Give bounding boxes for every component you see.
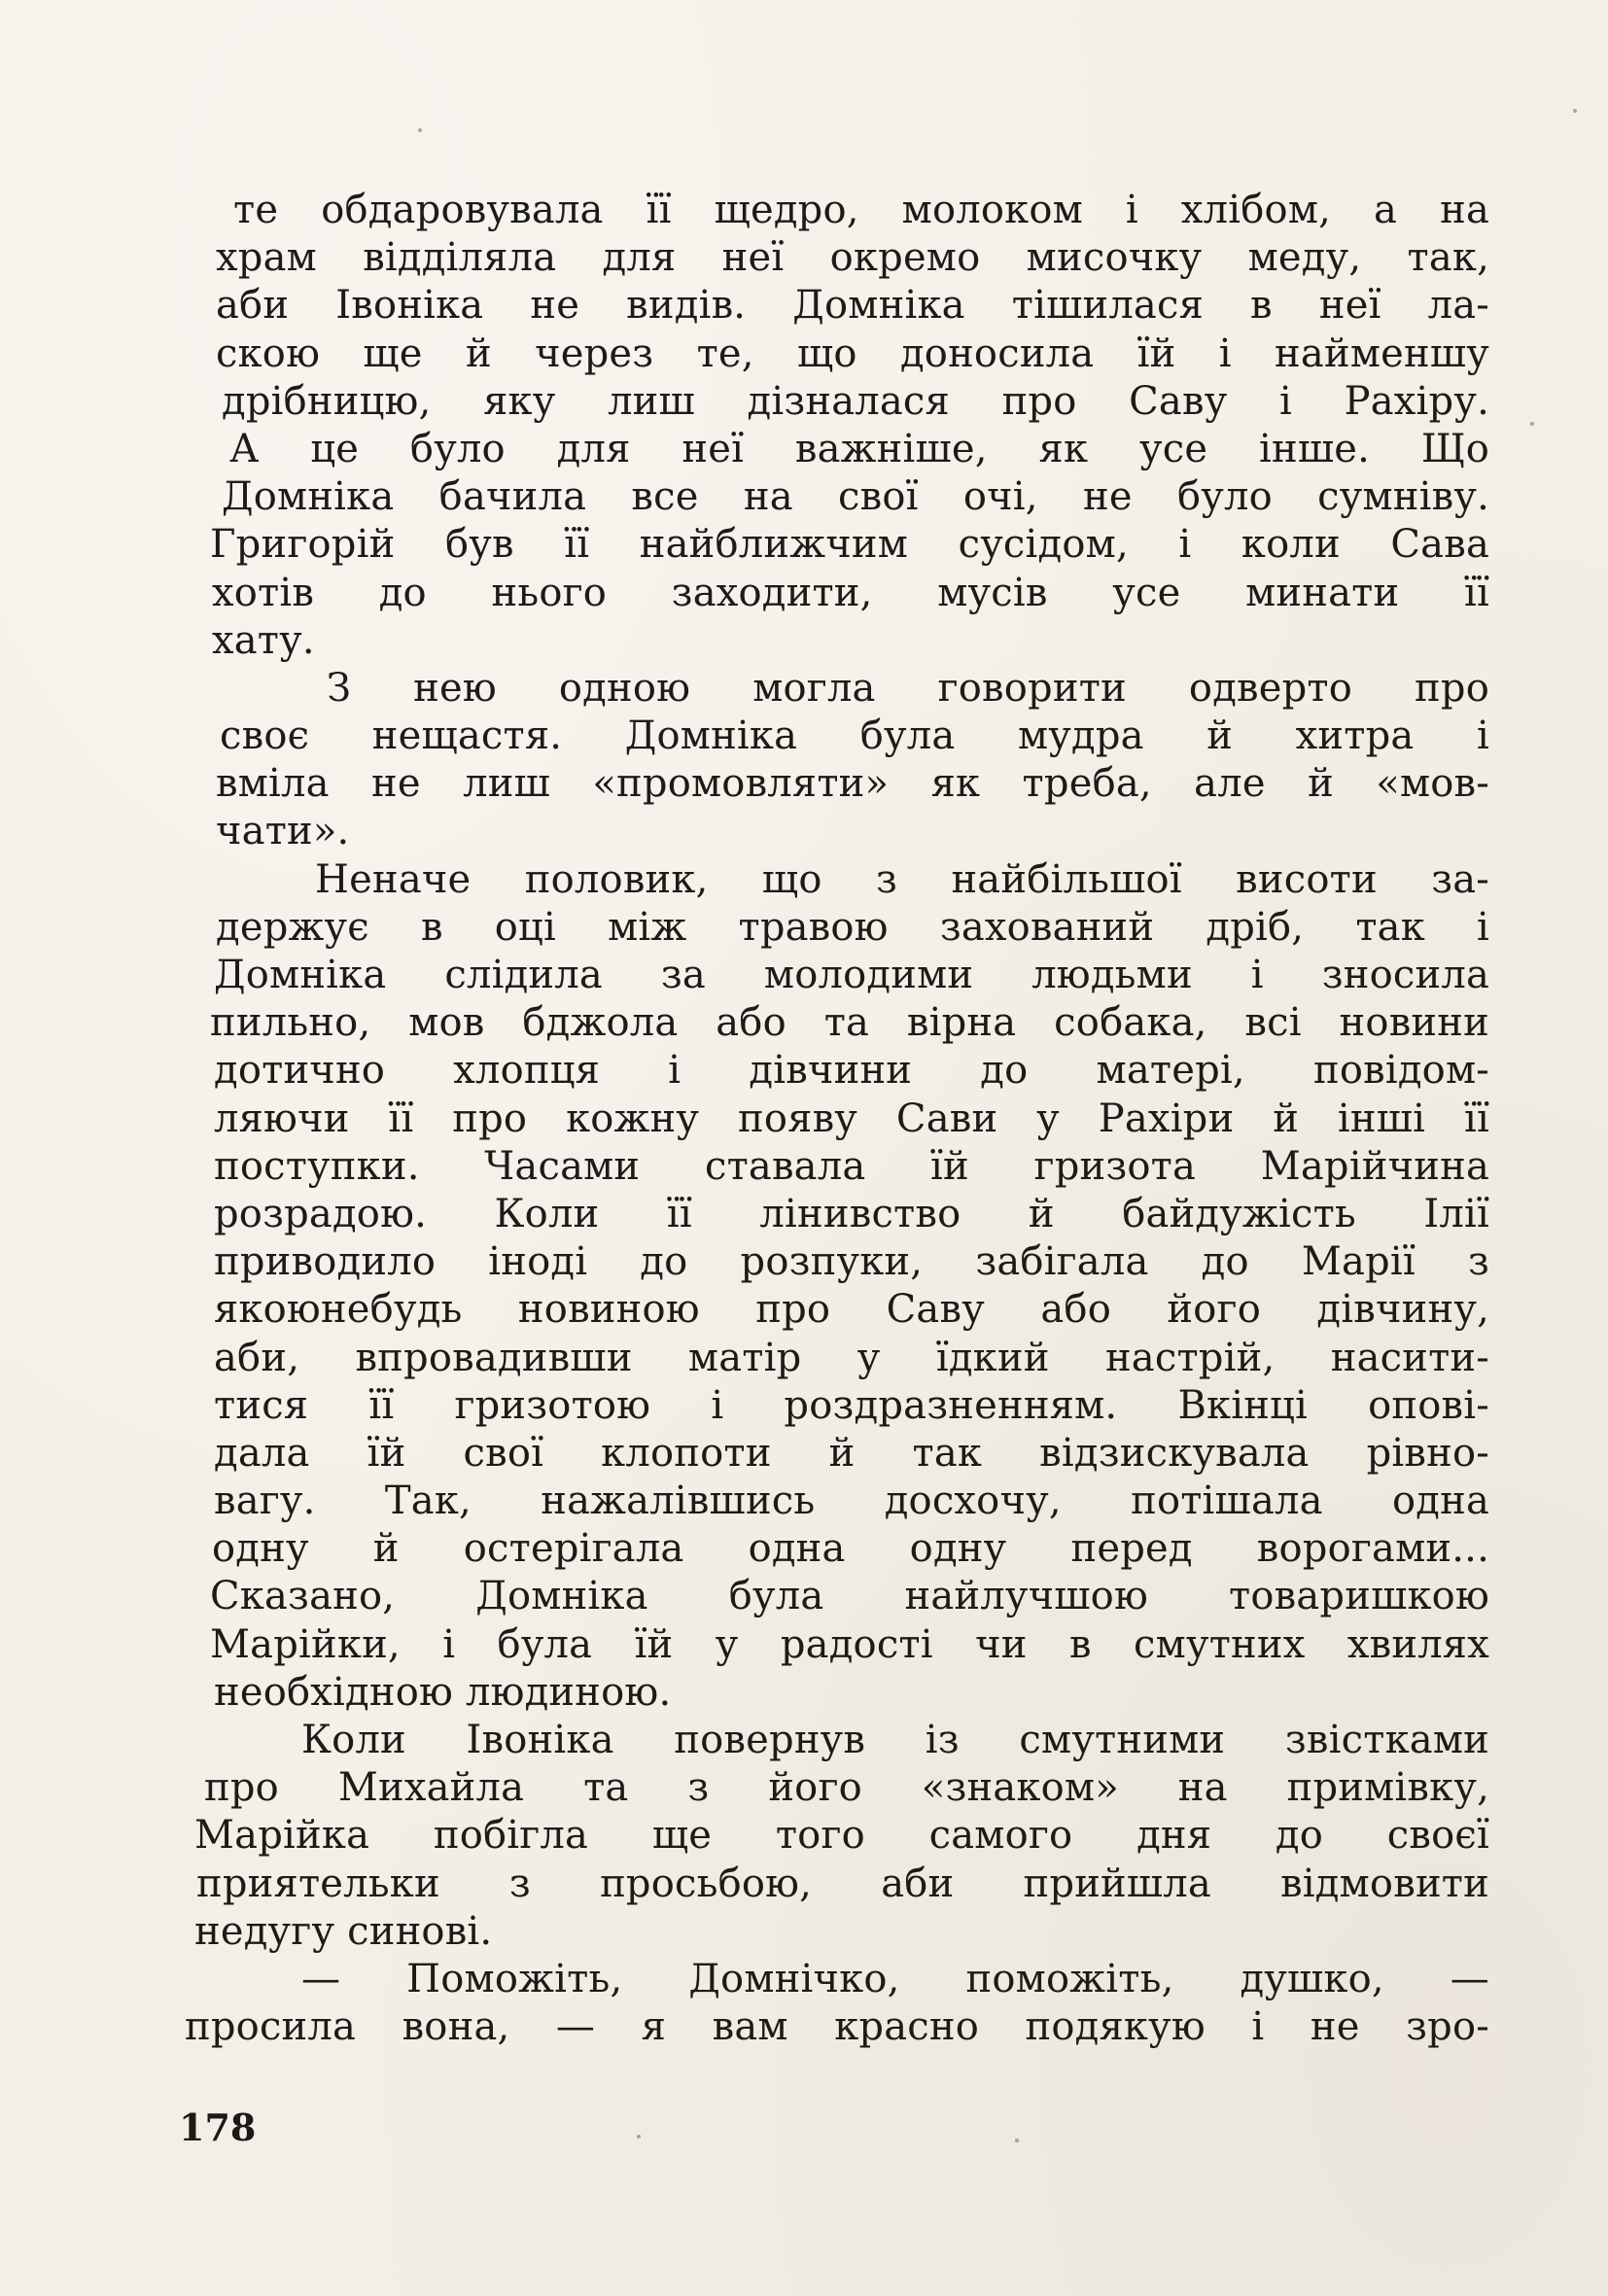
text-line: тися її гризотою і роздразненням. Вкінці опові- xyxy=(214,1382,1489,1428)
text-line: Марійка побігла ще того самого дня до своєї xyxy=(194,1813,1489,1859)
text-line: недугу синові. xyxy=(194,1908,493,1954)
text-line: дрібницю, яку лиш дізналася про Саву і Рахіру. xyxy=(222,378,1489,424)
text-line: аби Івоніка не видів. Домніка тішилася в неї ла- xyxy=(216,283,1489,329)
text-line: держує в оці між травою захований дріб, так і xyxy=(216,904,1489,950)
text-line: чати». xyxy=(216,809,350,854)
text-line: Домніка слідила за молодими людьми і зносила xyxy=(214,953,1489,997)
paper-speck xyxy=(1573,109,1577,113)
text-line: поступки. Часами ставала їй гризота Марійчина xyxy=(214,1143,1489,1189)
text-line: дала їй свої клопоти й так відзискувала рівно- xyxy=(214,1430,1489,1476)
text-line: храм відділяла для неї окремо мисочку меду, так, xyxy=(216,235,1489,281)
text-line: якоюнебудь новиною про Саву або його дівчину, xyxy=(214,1287,1489,1333)
text-line: вагу. Так, нажалівшись досхочу, потішала одна xyxy=(214,1478,1489,1524)
text-line: пильно, мов бджола або та вірна собака, всі новини xyxy=(210,1000,1489,1046)
text-line: хату. xyxy=(212,617,315,663)
text-line: вміла не лиш «промовляти» як треба, але й «мов- xyxy=(216,761,1489,807)
text-line: Марійки, і була їй у радості чи в смутних хвилях xyxy=(210,1621,1489,1667)
text-line: — Поможіть, Домнічко, поможіть, душко, — xyxy=(301,1956,1489,2001)
text-line: Неначе половик, що з найбільшої висоти за- xyxy=(315,856,1489,902)
paper-speck xyxy=(1015,2139,1019,2142)
paper-speck xyxy=(418,128,422,132)
text-line: аби, впровадивши матір у їдкий настрій, насити- xyxy=(214,1335,1489,1380)
text-line: просила вона, — я вам красно подякую і не зро- xyxy=(185,2004,1489,2050)
text-line: З нею одною могла говорити одверто про xyxy=(327,665,1489,711)
text-line: про Михайла та з його «знаком» на примівку, xyxy=(204,1765,1489,1811)
text-line: приятельки з просьбою, аби прийшла відмовити xyxy=(196,1861,1489,1906)
text-line: необхідною людиною. xyxy=(214,1669,672,1715)
text-line: ляючи її про кожну появу Сави у Рахіри й інші її xyxy=(214,1096,1489,1141)
body-text xyxy=(185,187,1489,2051)
paper-speck xyxy=(1530,422,1534,426)
text-line: А це було для неї важніше, як усе інше. Що xyxy=(229,426,1489,471)
text-line: Григорій був її найближчим сусідом, і коли Сава xyxy=(210,522,1489,568)
page-number: 178 xyxy=(179,2105,257,2149)
text-line: приводило іноді до розпуки, забігала до Марії з xyxy=(214,1239,1489,1285)
text-line: одну й остерігала одна одну перед ворогами... xyxy=(212,1526,1489,1572)
paper-speck xyxy=(637,2135,641,2139)
text-line: те обдаровувала її щедро, молоком і хлібом, а на xyxy=(233,188,1489,232)
text-line: Коли Івоніка повернув із смутними звістками xyxy=(301,1718,1489,1762)
text-line: своє нещастя. Домніка була мудра й хитра і xyxy=(220,713,1489,759)
text-line: дотично хлопця і дівчини до матері, повідом- xyxy=(214,1048,1489,1094)
text-line: Сказано, Домніка була найлучшою товаришкою xyxy=(210,1574,1489,1619)
text-line: Домніка бачила все на свої очі, не було сумніву. xyxy=(222,474,1489,520)
text-line: розрадою. Коли її лінивство й байдужість Ілії xyxy=(214,1191,1489,1236)
text-line: хотів до нього заходити, мусів усе минати її xyxy=(212,570,1489,615)
text-line: скою ще й через те, що доносила їй і найменшу xyxy=(216,330,1489,376)
